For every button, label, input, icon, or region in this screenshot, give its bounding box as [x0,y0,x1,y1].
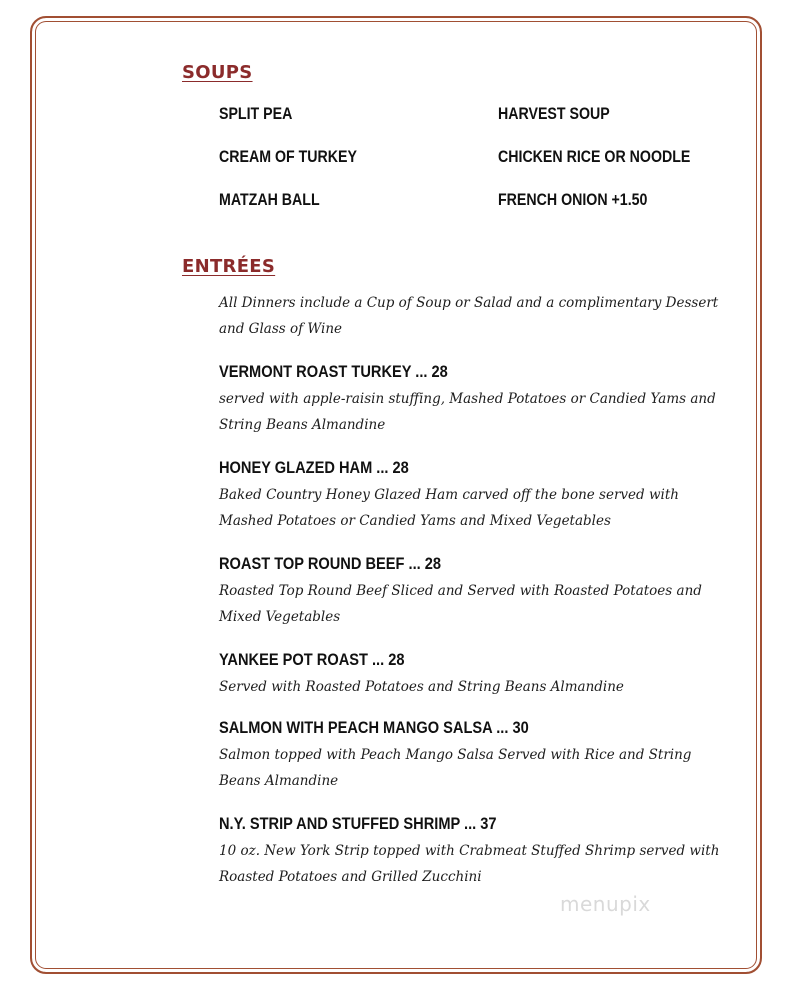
soup-item: CREAM OF TURKEY [219,148,357,166]
entree-description: Served with Roasted Potatoes and String Beans Almandine [219,679,624,695]
entree-name: HONEY GLAZED HAM ... 28 [219,458,409,477]
entrees-heading: ENTRÉES [182,256,276,277]
soup-item: CHICKEN RICE OR NOODLE [498,148,691,166]
entree-name: ROAST TOP ROUND BEEF ... 28 [219,554,442,573]
entree-description: served with apple-raisin stuffing, Mashed Potatoes or Candied Yams and String Beans Almandine [219,391,716,433]
entree-name: N.Y. STRIP AND STUFFED SHRIMP ... 37 [219,814,497,833]
entree-item [219,360,729,438]
entree-name: SALMON WITH PEACH MANGO SALSA ... 30 [219,718,529,737]
entree-item [219,716,729,794]
soup-item: FRENCH ONION +1.50 [498,191,648,209]
soup-item: SPLIT PEA [219,105,293,123]
entree-description: Salmon topped with Peach Mango Salsa Served with Rice and String Beans Almandine [219,747,692,789]
entree-description: 10 oz. New York Strip topped with Crabmeat Stuffed Shrimp served with Roasted Potatoes and Grilled Zucchini [219,843,720,885]
soup-item: HARVEST SOUP [498,105,610,123]
entree-item [219,456,729,534]
entree-item [219,552,729,630]
entree-item [219,812,729,890]
entree-description: Roasted Top Round Beef Sliced and Served with Roasted Potatoes and Mixed Vegetables [219,583,702,625]
entrees-intro: All Dinners include a Cup of Soup or Salad and a complimentary Dessert and Glass of Wine [219,295,719,337]
entree-description: Baked Country Honey Glazed Ham carved off the bone served with Mashed Potatoes or Candied Yams and Mixed Vegetables [219,487,679,529]
entree-name: YANKEE POT ROAST ... 28 [219,650,405,669]
entree-item [219,648,729,700]
watermark: menupix [560,892,651,916]
entree-name: VERMONT ROAST TURKEY ... 28 [219,362,448,381]
soup-item: MATZAH BALL [219,191,320,209]
soups-heading: SOUPS [182,62,253,83]
